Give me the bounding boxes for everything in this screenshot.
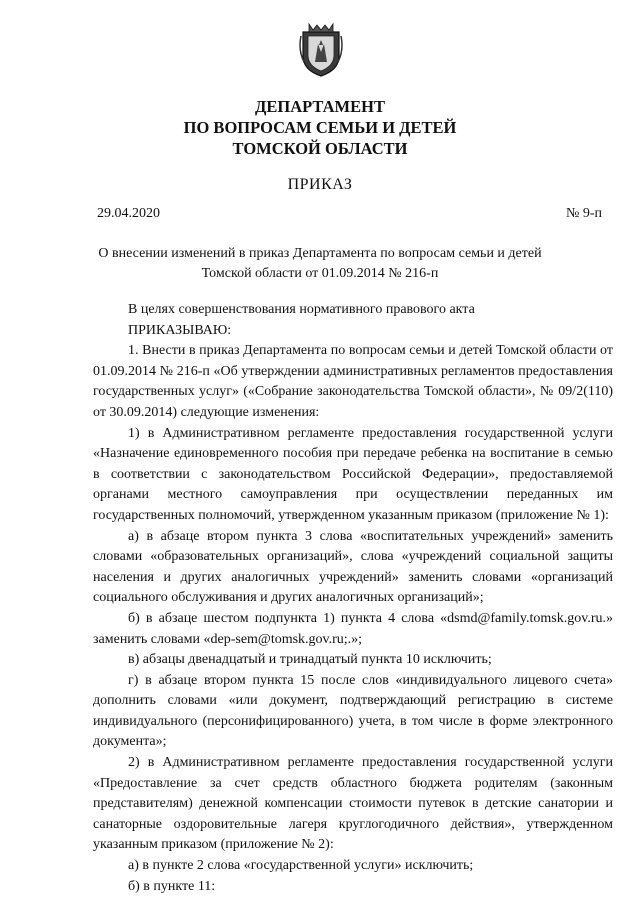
- paragraph-1-1-v: в) абзацы двенадцатый и тринадцатый пункта 10 исключить;: [128, 652, 492, 668]
- coat-of-arms-icon: [299, 22, 343, 78]
- paragraph-1-2: 2) в Административном регламенте предоставления государственной услуги «Предоставление за счет средств областного бюджета родителям (законным представителям) денежной компенсации стоимости путевок в детские санатории и санаторные оздоровительные лагеря круглогодичного действия», утвержденном указанным приказом (приложение № 2):: [93, 755, 613, 853]
- paragraph-1-2-b: б) в пункте 11:: [128, 878, 216, 894]
- paragraph-1: 1. Внести в приказ Департамента по вопросам семьи и детей Томской области от 01.09.2014 № 216-п «Об утверждении административных регламентов предоставления государственных услуг» («Собрание законодательства Томской области», № 09/2(110) от 30.09.2014) следующие изменения:: [93, 343, 613, 420]
- document-type: ПРИКАЗ: [287, 176, 353, 193]
- paragraph-1-1-b: б) в абзаце шестом подпункта 1) пункта 4 слова «dsmd@family.tomsk.gov.ru.» заменить словами «dep-sem@tomsk.gov.ru;.»;: [93, 610, 613, 647]
- document-body: [93, 300, 613, 897]
- document-number: № 9-п: [565, 206, 602, 221]
- document-date: 29.04.2020: [97, 206, 160, 221]
- paragraph-1-2-a: а) в пункте 2 слова «государственной услуги» исключить;: [128, 858, 474, 874]
- subject-line2: Томской области от 01.09.2014 № 216-п: [201, 266, 439, 281]
- department-title-line2: ПО ВОПРОСАМ СЕМЬИ И ДЕТЕЙ: [183, 118, 457, 137]
- coat-of-arms-emblem: [299, 22, 343, 78]
- paragraph-1-1: 1) в Административном регламенте предоставления государственной услуги «Назначение единовременного пособия при передаче ребенка на воспитание в семью в соответствии с законодательством Российской Федерации», предоставляемой органами местного самоуправления при осуществлении переданных им государственных полномочий, утвержденном указанным приказом (приложение № 1):: [93, 425, 613, 523]
- order-word: ПРИКАЗЫВАЮ:: [128, 322, 232, 338]
- paragraph-1-1-a: а) в абзаце втором пункта 3 слова «воспитательных учреждений» заменить словами «образовательных организаций», слова «учреждений социальной защиты населения и других аналогичных учреждений» заменить словами «организаций социального обслуживания и других аналогичных организаций»;: [93, 528, 613, 606]
- subject-line1: О внесении изменений в приказ Департамента по вопросам семьи и детей: [98, 246, 542, 261]
- preamble: В целях совершенствования нормативного правового акта: [128, 302, 475, 317]
- department-title-line1: ДЕПАРТАМЕНТ: [255, 97, 385, 116]
- department-title-line3: ТОМСКОЙ ОБЛАСТИ: [232, 139, 408, 158]
- paragraph-1-1-g: г) в абзаце втором пункта 15 после слов «индивидуального лицевого счета» дополнить словами «или документ, подтверждающий регистрацию в системе индивидуального (персонифицированного) учета, в том числе в форме электронного документа»;: [93, 672, 613, 750]
